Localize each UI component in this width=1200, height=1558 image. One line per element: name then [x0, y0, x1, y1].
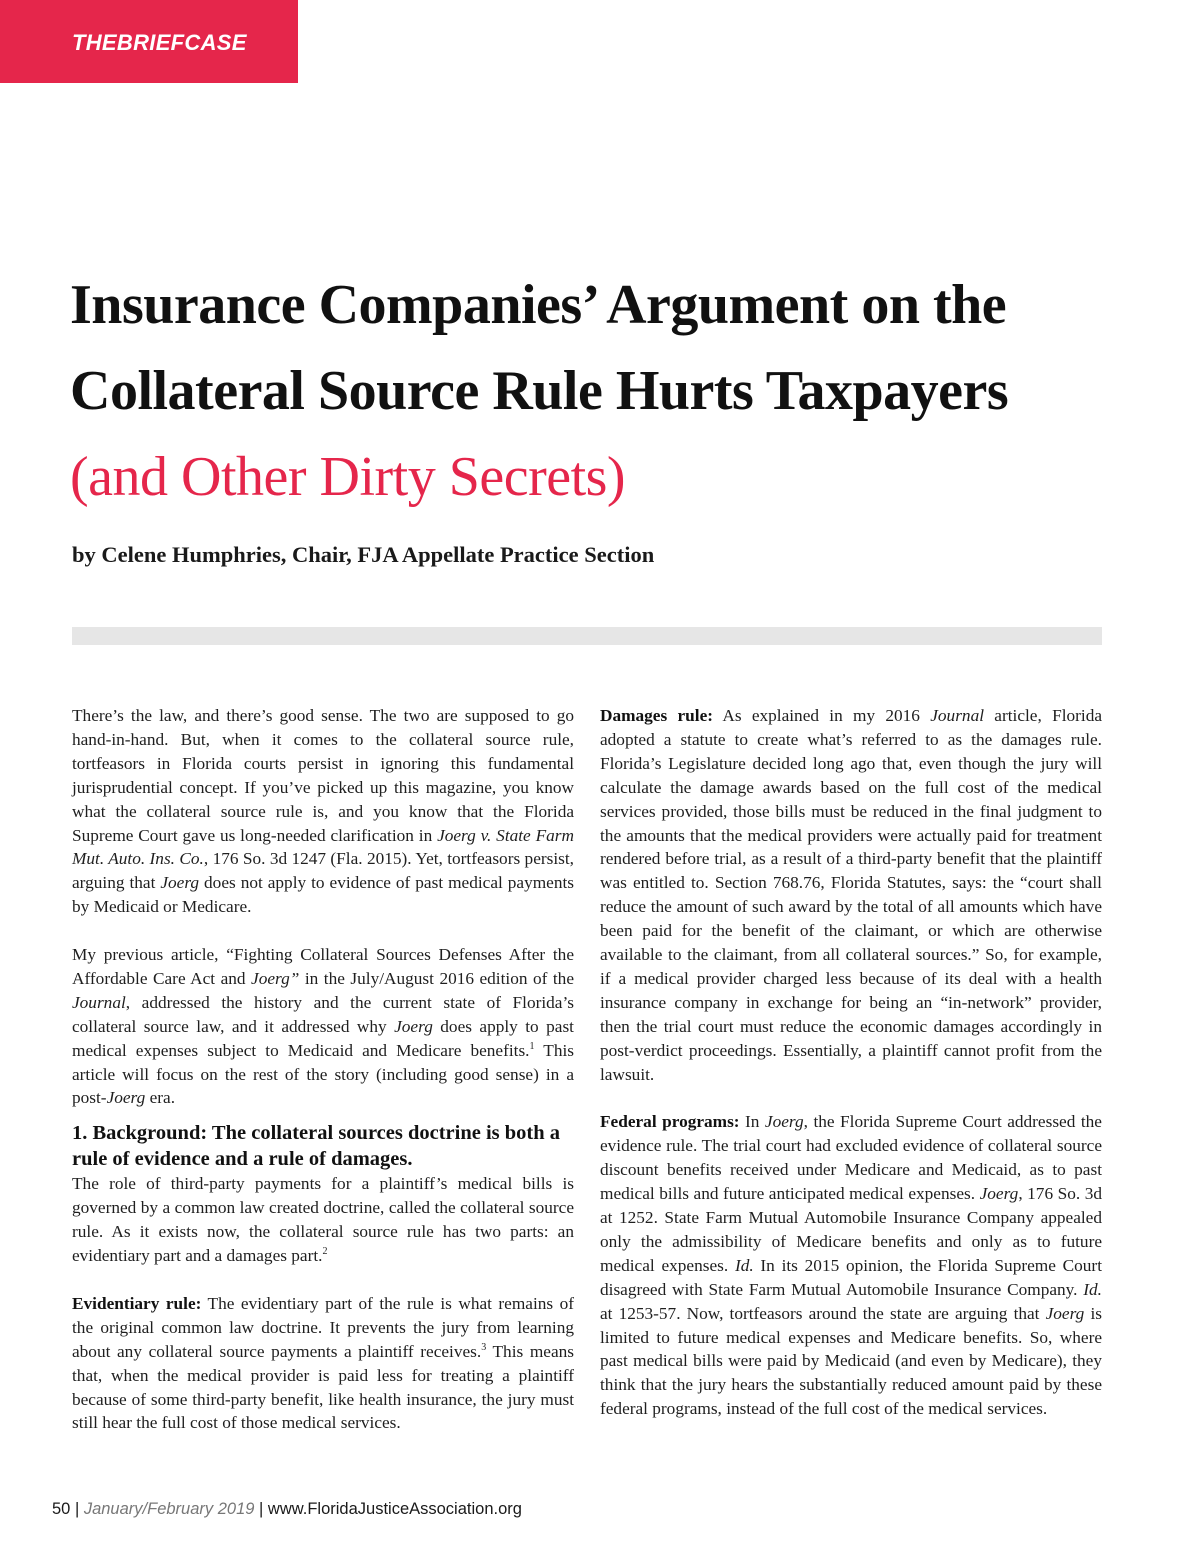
issue-date: January/February 2019 — [83, 1500, 255, 1518]
byline: by Celene Humphries, Chair, FJA Appellate Practice Section — [72, 542, 655, 567]
paragraph-background: The role of third-party payments for a plaintiff’s medical bills is governed by a common law created doctrine, called the collateral source rule. As it exists now, the collateral source rule has two parts: an evidentiary part and a damages part.$^2$ — [72, 1174, 574, 1266]
paragraph-federal-programs: Federal programs: In Joerg, the Florida Supreme Court addressed the evidence rule. The trial court had excluded evidence of collateral source discount benefits received under Medicare and Medicaid, as to past medical bills and future anticipated medical expenses. Joerg, 176 So. 3d at 1252. State Farm Mutual Automobile Insurance Company appealed only the admissibility of Medicare benefits and only as to future medical expenses. Id. In its 2015 opinion, the Florida Supreme Court disagreed with State Farm Mutual Automobile Insurance Company. Id. at 1253-57. Now, tortfeasors around the state are arguing that Joerg is limited to future medical expenses and Medicare benefits. So, where past medical bills were paid by Medicaid (and even by Medicare), they think that the jury hears the substantially reduced amount paid by these federal programs, instead of the full cost of the medical services. — [600, 1112, 1102, 1419]
paragraph-intro: There’s the law, and there’s good sense. The two are supposed to go hand-in-hand. But, when it comes to the collateral source rule, tortfeasors in Florida courts persist in ignoring this fundamental jurisprudential concept. If you’ve picked up this magazine, you know what the collateral source rule is, and you know that the Florida Supreme Court gave us long-needed clarification in Joerg v. State Farm Mut. Auto. Ins. Co., 176 So. 3d 1247 (Fla. 2015). Yet, tortfeasors persist, arguing that Joerg does not apply to evidence of past medical payments by Medicaid or Medicare. — [72, 706, 574, 917]
title-line-2: Collateral Source Rule Hurts Taxpayers — [70, 360, 1009, 422]
article-title — [70, 262, 1150, 520]
title-subtitle: (and Other Dirty Secrets) — [70, 446, 626, 508]
paragraph-evidentiary-rule: Evidentiary rule: The evidentiary part of the rule is what remains of the original common law doctrine. It prevents the jury from learning about any collateral source payments a plaintiff receives.$^3$ This means that, when the medical provider is paid less for treating a plaintiff because of some third-party benefit, like health insurance, the jury must still hear the full cost of those medical services. — [72, 1293, 575, 1433]
section-label-the: THE — [72, 30, 117, 55]
title-line-1: Insurance Companies’ Argument on the — [70, 274, 1007, 336]
page-number: 50 — [52, 1500, 71, 1518]
section-tab — [0, 0, 298, 83]
section-label — [72, 30, 247, 56]
right-column — [600, 704, 1102, 1421]
section-label-briefcase: BRIEFCASE — [116, 30, 247, 55]
page-footer: 50 | January/February 2019 | www.FloridaJusticeAssociation.org — [52, 1500, 522, 1518]
left-column — [72, 704, 574, 1435]
paragraph-damages-rule: Damages rule: As explained in my 2016 Journal article, Florida adopted a statute to create what’s referred to as the damages rule. Florida’s Legislature decided long ago that, even though the jury will calculate the damage awards based on the full cost of the medical services provided, those bills must be reduced in the final judgment to the amounts that the medical providers were actually paid for treatment rendered before trial, as a result of a third-party benefit that the plaintiff was entitled to. Section 768.76, Florida Statutes, says: the “court shall reduce the amount of such award by the total of all amounts which have been paid for the benefit of the claimant, or which are otherwise available to the claimant, from all collateral sources.” So, for example, if a medical provider charged less because of its deal with a health insurance company in exchange for being an “in-network” provider, then the trial court must reduce the economic damages accordingly in post-verdict proceedings. Essentially, a plaintiff cannot profit from the lawsuit. — [600, 706, 1102, 1084]
website-link[interactable]: www.FloridaJusticeAssociation.org — [267, 1500, 522, 1518]
divider-bar — [72, 627, 1102, 645]
paragraph-previous-article: My previous article, “Fighting Collateral Sources Defenses After the Affordable Care Act and Joerg” in the July/August 2016 edition of the Journal, addressed the history and the current state of Florida’s collateral source law, and it addressed why Joerg does apply to past medical expenses subject to Medicaid and Medicare benefits.$^1$ This article will focus on the rest of the story (including good sense) in a post-Joerg era. — [72, 945, 574, 1108]
section-heading-background: 1. Background: The collateral sources doctrine is both a rule of evidence and a rule of damages. — [72, 1122, 561, 1171]
